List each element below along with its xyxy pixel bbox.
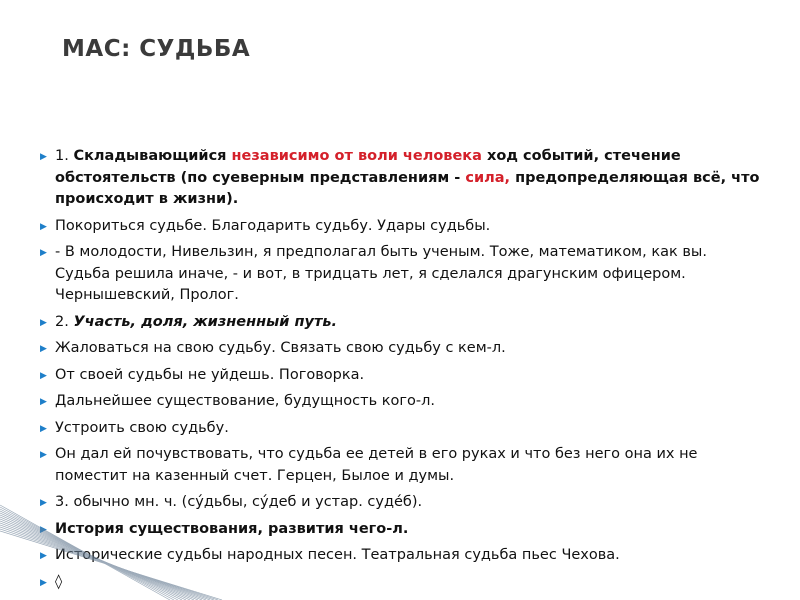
bullet-text: ход событий, стечение обстоятельств (по суеверным представлениям - (55, 148, 681, 186)
bullet-text: Исторические судьбы народных песен. Театральная судьба пьес Чехова. (55, 547, 620, 563)
bullet-item (40, 242, 760, 307)
bullet-arrow-icon: ▶ (40, 551, 47, 561)
bullet-text: ◊ (55, 573, 63, 590)
bullet-arrow-icon: ▶ (40, 152, 47, 162)
bullet-text: Он дал ей почувствовать, что судьба ее детей в его руках и что без него она их не поместит на казенный счет. Герцен, Былое и думы. (55, 446, 698, 484)
bullet-text: 1. (55, 148, 74, 164)
bullet-item (40, 444, 760, 487)
bullet-item (40, 312, 760, 334)
bullet-text: предопределяющая всё, что происходит в жизни). (55, 169, 760, 207)
bullet-item (40, 418, 760, 440)
bullet-text: Устроить свою судьбу. (55, 419, 229, 436)
bullet-arrow-icon: ▶ (40, 498, 47, 508)
bullet-item (40, 146, 760, 211)
bullet-arrow-icon: ▶ (40, 397, 47, 407)
bullet-text: Дальнейшее существование, будущность кого-л. (55, 393, 435, 409)
bullet-text: Покориться судьбе. Благодарить судьбу. Удары судьбы. (55, 217, 491, 234)
bullet-arrow-icon: ▶ (40, 524, 47, 535)
bullet-arrow-icon: ▶ (40, 370, 47, 381)
bullet-arrow-icon: ▶ (40, 317, 47, 328)
bullet-item (40, 216, 760, 238)
bullet-item (40, 365, 760, 387)
bullet-item (40, 519, 760, 541)
bullet-text: Жаловаться на свою судьбу. Связать свою судьбу с кем-л. (55, 340, 506, 356)
bullet-item (40, 492, 760, 514)
slide-title: МАС: СУДЬБА (62, 36, 251, 62)
bullet-arrow-icon: ▶ (40, 221, 47, 232)
bullet-arrow-icon: ▶ (40, 423, 47, 434)
bullet-item (40, 545, 760, 567)
bullet-item (40, 391, 760, 413)
bullet-arrow-icon: ▶ (40, 577, 47, 588)
bullet-arrow-icon: ▶ (40, 248, 47, 258)
bullet-text: - В молодости, Нивельзин, я предполагал быть ученым. Тоже, математиком, как вы. Судьба решила иначе, - и вот, в тридцать лет, я сделался драгунским офицером. Чернышевский, Пролог. (55, 244, 707, 303)
bullet-item (40, 338, 760, 360)
bullet-arrow-icon: ▶ (40, 344, 47, 354)
bullet-text: 3. обычно мн. ч. (су́дьбы, су́деб и устар. суде́б). (55, 494, 423, 510)
bullet-text: Складывающийся (73, 148, 232, 164)
bullet-text: От своей судьбы не уйдешь. Поговорка. (55, 366, 365, 383)
bullet-text: Участь, доля, жизненный путь. (73, 313, 338, 330)
bullet-text: История существования, развития чего-л. (55, 520, 409, 537)
bullet-text: 2. (55, 313, 74, 330)
bullet-text: независимо от воли человека (231, 148, 482, 164)
bullet-item (40, 572, 760, 594)
slide-body-list (40, 146, 760, 598)
bullet-text: сила, (465, 169, 511, 186)
bullet-arrow-icon: ▶ (40, 450, 47, 460)
